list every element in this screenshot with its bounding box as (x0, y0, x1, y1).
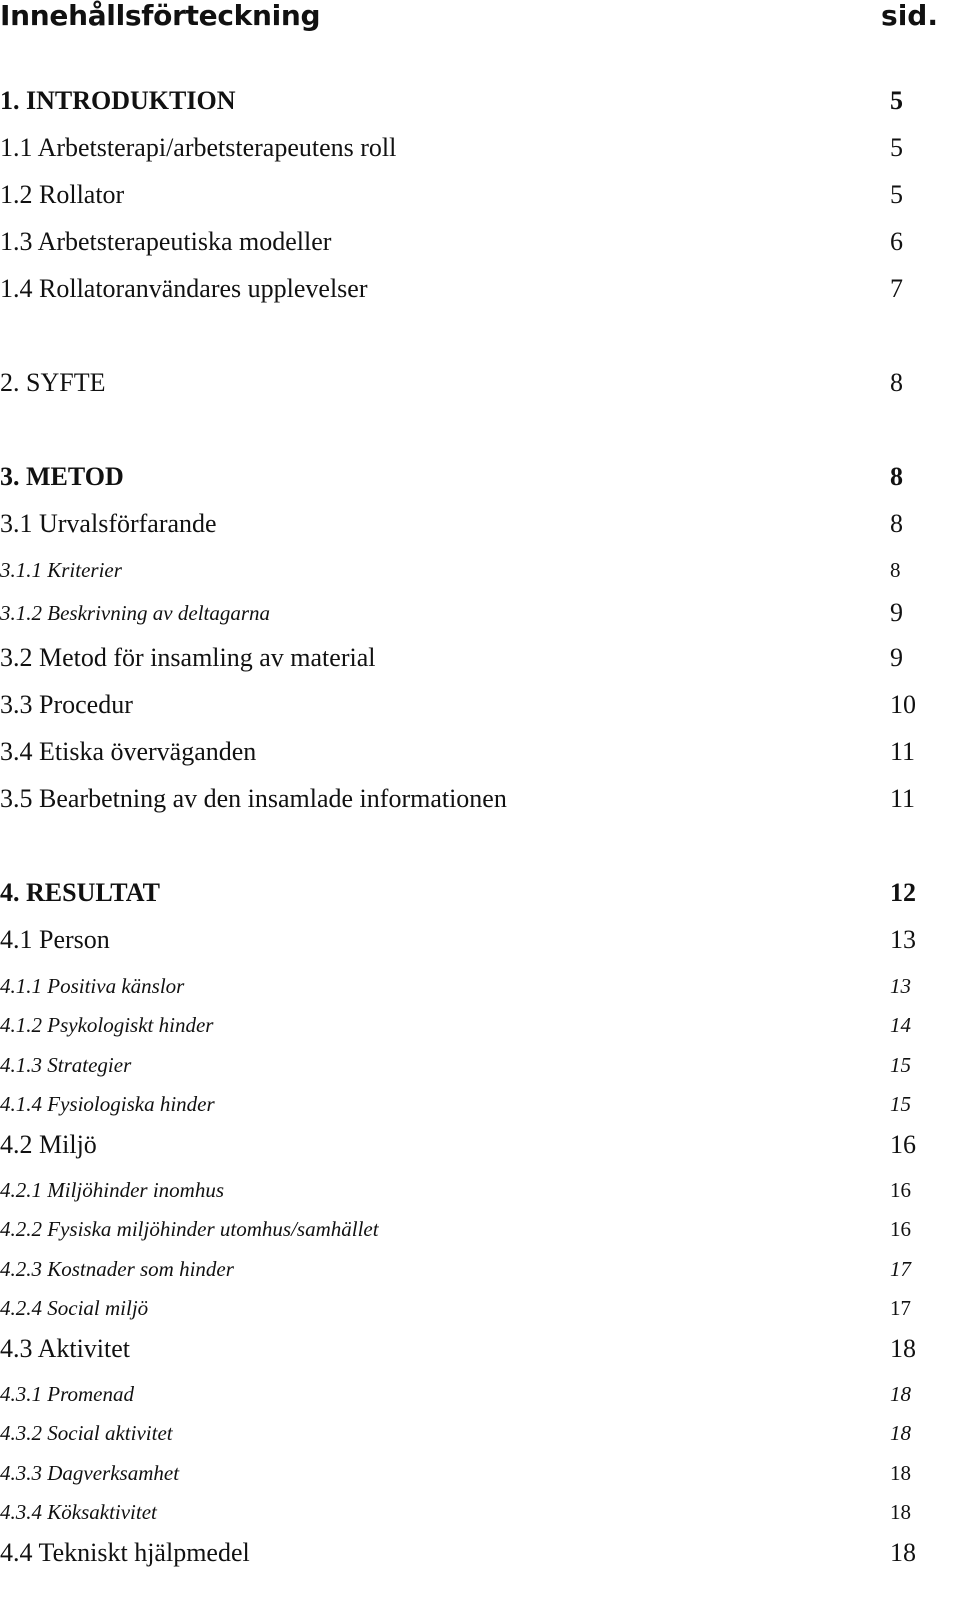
toc-entry-page: 18 (890, 1421, 911, 1445)
toc-entry-label: 1. INTRODUKTION (0, 86, 236, 115)
toc-entry-label: 4.1.4 Fysiologiska hinder (0, 1092, 215, 1116)
toc-entry-page: 10 (890, 690, 916, 719)
toc-entry-4-2-2[interactable] (0, 1215, 960, 1243)
toc-entry-label: 4.3.4 Köksaktivitet (0, 1500, 157, 1524)
toc-entry-label: 3.5 Bearbetning av den insamlade informationen (0, 784, 507, 813)
toc-entry-page: 9 (890, 643, 903, 672)
toc-entry-4-2[interactable] (0, 1128, 960, 1162)
page-title: Innehållsförteckning (0, 0, 321, 32)
toc-entry-page: 18 (890, 1461, 911, 1485)
toc-entry-chapter-3[interactable] (0, 460, 960, 494)
toc-entry-3-1-1[interactable] (0, 556, 960, 584)
toc-entry-page: 16 (890, 1217, 911, 1241)
toc-entry-page: 15 (890, 1092, 911, 1116)
toc-entry-chapter-4[interactable] (0, 876, 960, 910)
toc-entry-label: 4. RESULTAT (0, 878, 160, 907)
toc-entry-label: 3.4 Etiska överväganden (0, 737, 257, 766)
toc-entry-label: 3.3 Procedur (0, 690, 133, 719)
toc-entry-label: 4.2 Miljö (0, 1130, 97, 1159)
toc-entry-label: 1.1 Arbetsterapi/arbetsterapeutens roll (0, 133, 397, 162)
toc-entry-4-2-3[interactable] (0, 1255, 960, 1283)
toc-entry-3-1-2[interactable] (0, 599, 960, 627)
toc-entry-4-1[interactable] (0, 923, 960, 957)
toc-entry-label: 4.3.3 Dagverksamhet (0, 1461, 180, 1485)
toc-entry-label: 1.2 Rollator (0, 180, 125, 209)
toc-entry-label: 3.1.2 Beskrivning av deltagarna (0, 601, 271, 625)
toc-entry-label: 4.2.3 Kostnader som hinder (0, 1257, 234, 1281)
toc-entry-label: 4.1 Person (0, 925, 110, 954)
toc-entry-chapter-1[interactable] (0, 84, 960, 118)
toc-entry-label: 4.1.3 Strategier (0, 1053, 132, 1077)
toc-entry-page: 7 (890, 274, 903, 303)
toc-entry-label: 4.4 Tekniskt hjälpmedel (0, 1538, 250, 1567)
toc-entry-label: 4.2.1 Miljöhinder inomhus (0, 1178, 224, 1202)
toc-entry-page: 11 (890, 737, 916, 766)
page-column-header: sid. (881, 0, 938, 32)
toc-entry-page: 5 (890, 133, 903, 162)
toc-entry-4-1-2[interactable] (0, 1011, 960, 1039)
toc-header (0, 0, 960, 40)
toc-entry-label: 4.2.4 Social miljö (0, 1296, 149, 1320)
toc-entry-4-3-3[interactable] (0, 1459, 960, 1487)
toc-entry-label: 4.1.2 Psykologiskt hinder (0, 1013, 214, 1037)
toc-entry-4-3-1[interactable] (0, 1380, 960, 1408)
toc-entry-4-2-1[interactable] (0, 1176, 960, 1204)
toc-entry-1-3[interactable] (0, 225, 960, 259)
toc-entry-page: 12 (890, 878, 916, 907)
toc-entry-page: 16 (890, 1130, 916, 1159)
toc-entry-4-2-4[interactable] (0, 1294, 960, 1322)
toc-entry-3-1[interactable] (0, 507, 960, 541)
toc-entry-1-4[interactable] (0, 272, 960, 306)
toc-entry-page: 11 (890, 784, 916, 813)
toc-entry-4-1-1[interactable] (0, 972, 960, 1000)
toc-entry-3-3[interactable] (0, 688, 960, 722)
toc-entry-4-4[interactable] (0, 1536, 960, 1570)
toc-entry-label: 4.3.2 Social aktivitet (0, 1421, 173, 1445)
toc-entry-page: 9 (890, 598, 903, 627)
toc-entry-page: 18 (890, 1382, 911, 1406)
toc-entry-page: 17 (890, 1257, 911, 1281)
toc-entry-label: 4.3 Aktivitet (0, 1334, 130, 1363)
toc-entry-page: 14 (890, 1013, 911, 1037)
toc-entry-page: 8 (890, 558, 901, 582)
toc-entry-4-3-2[interactable] (0, 1419, 960, 1447)
toc-entry-page: 17 (890, 1296, 911, 1320)
toc-entry-4-3[interactable] (0, 1332, 960, 1366)
toc-entry-page: 8 (890, 462, 903, 491)
toc-entry-label: 1.4 Rollatoranvändares upplevelser (0, 274, 368, 303)
toc-entry-chapter-2[interactable] (0, 366, 960, 400)
toc-entry-3-5[interactable] (0, 782, 960, 816)
toc-entry-page: 6 (890, 227, 903, 256)
toc-entry-page: 18 (890, 1538, 916, 1567)
toc-entry-page: 18 (890, 1334, 916, 1363)
toc-entry-label: 4.3.1 Promenad (0, 1382, 134, 1406)
toc-entry-1-2[interactable] (0, 178, 960, 212)
toc-entry-label: 4.2.2 Fysiska miljöhinder utomhus/samhället (0, 1217, 379, 1241)
toc-entry-label: 3.1 Urvalsförfarande (0, 509, 217, 538)
toc-entry-label: 2. SYFTE (0, 368, 106, 397)
toc-entry-4-3-4[interactable] (0, 1498, 960, 1526)
toc-entry-4-1-3[interactable] (0, 1051, 960, 1079)
toc-entry-page: 8 (890, 368, 903, 397)
toc-entry-label: 4.1.1 Positiva känslor (0, 974, 185, 998)
toc-entry-label: 3.1.1 Kriterier (0, 558, 122, 582)
toc-entry-label: 3. METOD (0, 462, 124, 491)
toc-entry-page: 13 (890, 974, 911, 998)
toc-entry-page: 5 (890, 180, 903, 209)
toc-entry-page: 16 (890, 1178, 911, 1202)
toc-entry-3-2[interactable] (0, 641, 960, 675)
toc-entry-page: 15 (890, 1053, 911, 1077)
toc-entry-page: 8 (890, 509, 903, 538)
toc-entry-label: 3.2 Metod för insamling av material (0, 643, 376, 672)
toc-entry-label: 1.3 Arbetsterapeutiska modeller (0, 227, 332, 256)
toc-entry-page: 18 (890, 1500, 911, 1524)
toc-entry-3-4[interactable] (0, 735, 960, 769)
toc-entry-page: 5 (890, 86, 903, 115)
toc-entry-1-1[interactable] (0, 131, 960, 165)
toc-entry-page: 13 (890, 925, 916, 954)
toc-entry-4-1-4[interactable] (0, 1090, 960, 1118)
